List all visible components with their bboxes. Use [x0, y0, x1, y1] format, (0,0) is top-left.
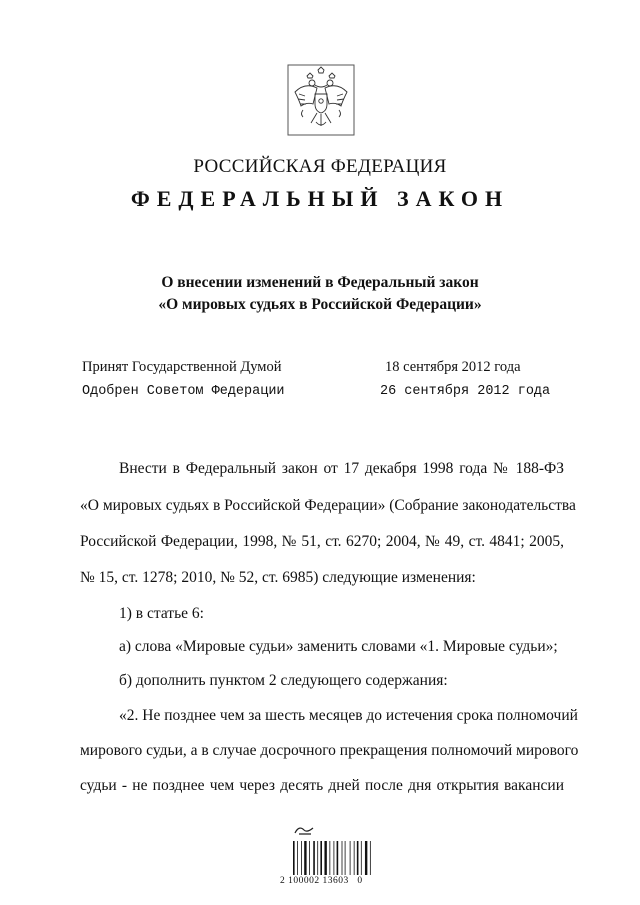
barcode-stripe [313, 841, 315, 875]
body-line: Внести в Федеральный закон от 17 декабря 1998 года № 188-ФЗ [119, 460, 564, 477]
body-line: а) слова «Мировые судьи» заменить словами «1. Мировые судьи»; [119, 638, 558, 655]
barcode-stripe [342, 841, 343, 875]
barcode-stripe [324, 841, 326, 875]
barcode-stripe [337, 841, 339, 875]
body-line: судьи - не позднее чем через десять дней после дня открытия вакансии [80, 777, 564, 794]
body-line: «О мировых судьях в Российской Федерации» (Собрание законодательства [80, 497, 576, 514]
barcode-stripe [320, 841, 322, 875]
barcode-number: 2 100002 13603 0 [280, 876, 363, 886]
barcode-stripe [354, 841, 355, 875]
body-line: «2. Не позднее чем за шесть месяцев до истечения срока полномочий [119, 707, 578, 724]
barcode-stripe [350, 841, 351, 875]
body-line: б) дополнить пунктом 2 следующего содержания: [119, 672, 448, 689]
body-line: Российской Федерации, 1998, № 51, ст. 6270; 2004, № 49, ст. 4841; 2005, [80, 533, 564, 550]
barcode-stripe [301, 841, 302, 875]
barcode-stripe [317, 841, 318, 875]
barcode-stripe [297, 841, 298, 875]
barcode-stripe [329, 841, 330, 875]
document-type-heading: ФЕДЕРАЛЬНЫЙ ЗАКОН [130, 186, 510, 211]
body-line: 1) в статье 6: [119, 605, 204, 622]
adopted-date: 18 сентября 2012 года [385, 359, 521, 375]
adopted-by-label: Принят Государственной Думой [82, 359, 282, 375]
barcode [292, 841, 372, 875]
body-line: мирового судьи, а в случае досрочного прекращения полномочий мирового [80, 742, 579, 759]
country-name: РОССИЙСКАЯ ФЕДЕРАЦИЯ [193, 156, 447, 177]
approved-date: 26 сентября 2012 года [380, 384, 551, 399]
barcode-stripe [309, 841, 310, 875]
barcode-stripe [365, 841, 367, 875]
barcode-stripe [357, 841, 359, 875]
barcode-mark-icon [293, 825, 315, 835]
barcode-stripe [361, 841, 362, 875]
barcode-stripe [370, 841, 371, 875]
barcode-stripe [334, 841, 335, 875]
barcode-stripe [304, 841, 306, 875]
coat-of-arms-emblem-icon [287, 64, 355, 136]
barcode-stripe [345, 841, 346, 875]
law-title-line-1: О внесении изменений в Федеральный закон [161, 274, 479, 291]
law-title-line-2: «О мировых судьях в Российской Федерации» [158, 296, 482, 313]
approved-by-label: Одобрен Советом Федерации [82, 384, 285, 399]
barcode-stripe [293, 841, 295, 875]
body-line: № 15, ст. 1278; 2010, № 52, ст. 6985) следующие изменения: [80, 569, 476, 586]
